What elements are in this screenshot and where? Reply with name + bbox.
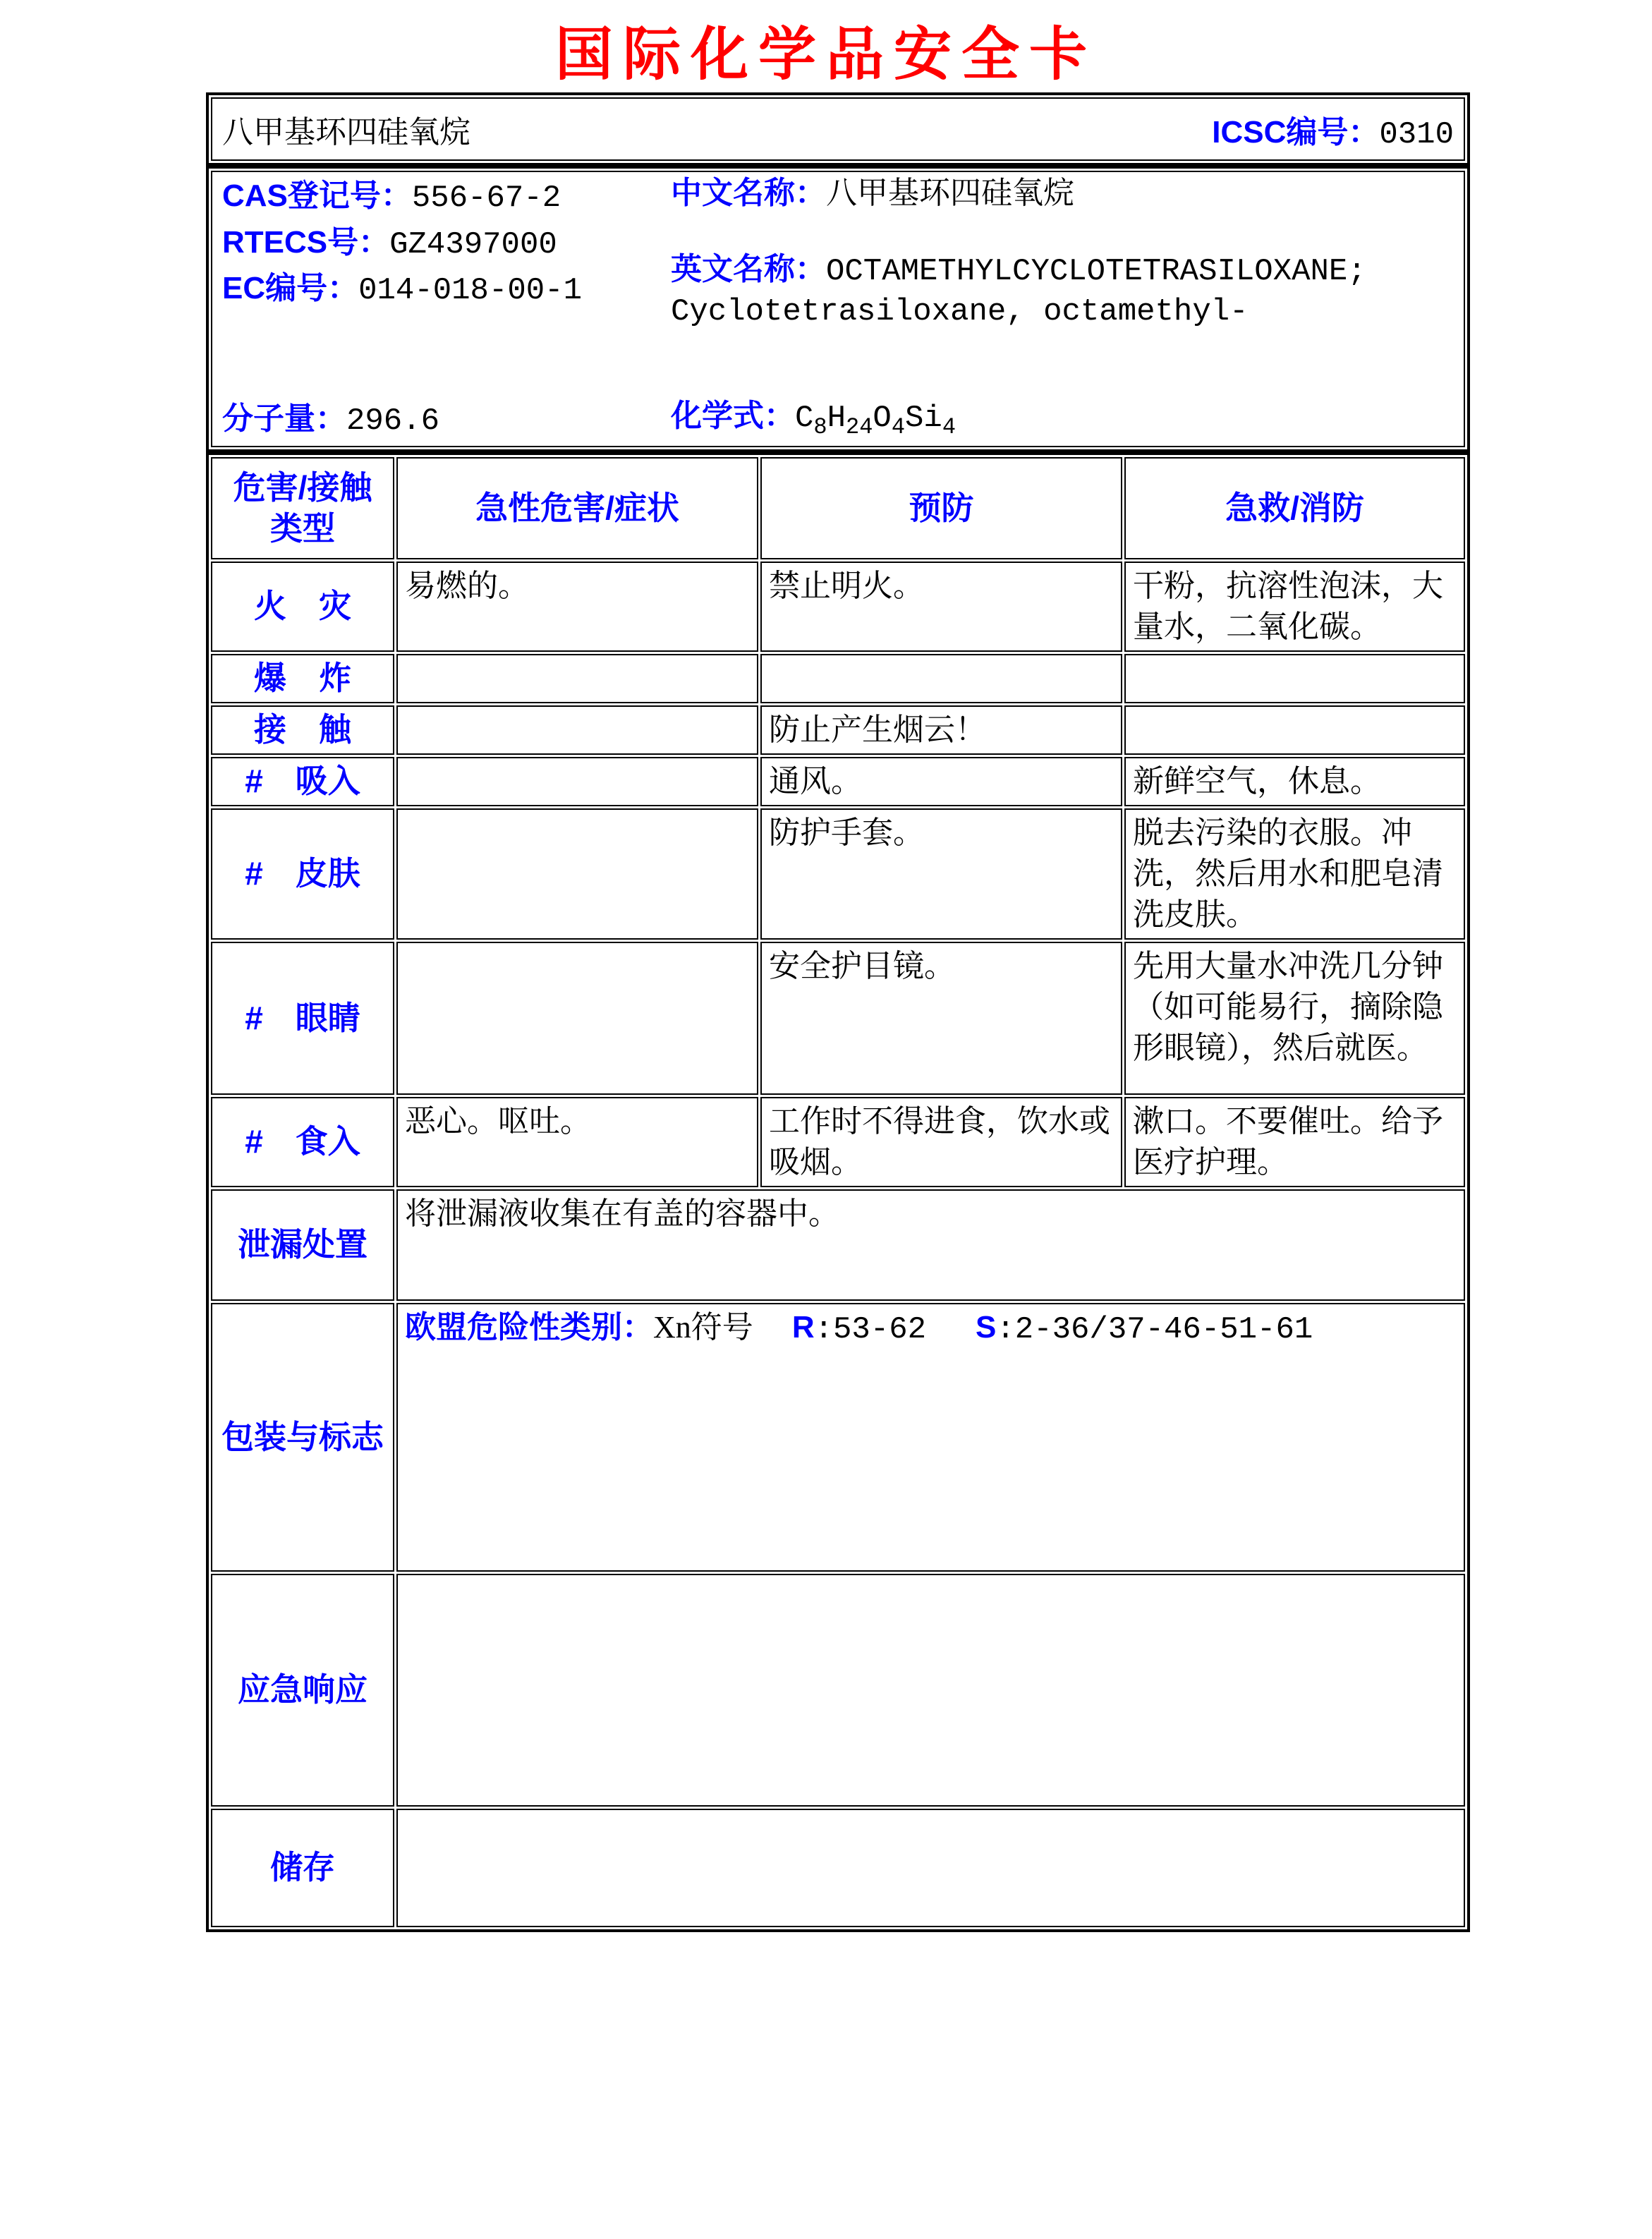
title-bar-row <box>211 97 1465 161</box>
row-explosion-prevention <box>760 654 1122 703</box>
english-name-line1 <box>671 251 1366 291</box>
row-contact-label: 接 触 <box>211 705 394 755</box>
row-fire <box>211 562 1465 652</box>
col-header-type <box>211 457 394 559</box>
ec-label: EC编号： <box>222 271 359 305</box>
row-packaging-content <box>396 1303 1465 1572</box>
mw-label: 分子量： <box>222 401 346 436</box>
row-explosion-symptoms <box>396 654 758 703</box>
row-inhalation-prevention: 通风。 <box>760 757 1122 806</box>
chemical-name: 八甲基环四硅氧烷 <box>222 114 470 150</box>
col-header-type-line2: 类型 <box>270 509 336 547</box>
row-storage-label: 储存 <box>211 1809 394 1927</box>
row-packaging <box>211 1303 1465 1572</box>
row-inhalation <box>211 757 1465 806</box>
identity-cell <box>211 171 1465 447</box>
rtecs-number <box>222 224 557 264</box>
row-inhalation-symptoms <box>396 757 758 806</box>
row-skin-symptoms <box>396 808 758 940</box>
identity-table <box>206 166 1470 452</box>
icsc-number-value: 0310 <box>1379 116 1454 152</box>
row-contact-prevention: 防止产生烟云！ <box>760 705 1122 755</box>
col-header-symptoms: 急性危害/症状 <box>396 457 758 559</box>
row-contact <box>211 705 1465 755</box>
row-explosion-label: 爆 炸 <box>211 654 394 703</box>
cas-value: 556-67-2 <box>411 181 561 216</box>
row-storage-text <box>396 1809 1465 1927</box>
english-name-label: 英文名称： <box>671 252 826 286</box>
identity-layout <box>212 172 1464 446</box>
row-emergency <box>211 1574 1465 1807</box>
english-name-line2: Cyclotetrasiloxane, octamethyl- <box>671 294 1249 329</box>
mw-value: 296.6 <box>346 403 440 439</box>
row-fire-label: 火 灾 <box>211 562 394 652</box>
english-name-value1: OCTAMETHYLCYCLOTETRASILOXANE; <box>826 254 1366 289</box>
row-ingestion <box>211 1097 1465 1187</box>
r-phrase-label: R <box>791 1310 815 1345</box>
col-header-prevention: 预防 <box>760 457 1122 559</box>
row-eyes-firstaid: 先用大量水冲洗几分钟（如可能易行，摘除隐形眼镜），然后就医。 <box>1124 942 1465 1095</box>
row-spill-text: 将泄漏液收集在有盖的容器中。 <box>396 1189 1465 1301</box>
row-spill-label: 泄漏处置 <box>211 1189 394 1301</box>
row-explosion <box>211 654 1465 703</box>
row-fire-prevention: 禁止明火。 <box>760 562 1122 652</box>
formula-value: $C_8H_{24}O_4Si_4$ <box>795 401 956 440</box>
row-eyes-prevention: 安全护目镜。 <box>760 942 1122 1095</box>
hazard-table <box>206 452 1470 1932</box>
ec-number <box>222 270 582 310</box>
hazard-header-row <box>211 457 1465 559</box>
col-header-type-line1: 危害/接触 <box>233 469 372 506</box>
row-inhalation-firstaid: 新鲜空气，休息。 <box>1124 757 1465 806</box>
s-phrase-label: S <box>976 1310 997 1345</box>
row-ingestion-label: # 食入 <box>211 1097 394 1187</box>
chinese-name-label: 中文名称： <box>671 176 826 210</box>
icsc-number-label: ICSC编号： <box>1212 114 1380 150</box>
chemical-formula-line <box>671 398 956 440</box>
molecular-weight <box>222 401 439 440</box>
rtecs-label: RTECS号： <box>222 225 390 260</box>
rtecs-value: GZ4397000 <box>389 227 557 262</box>
row-fire-firstaid: 干粉，抗溶性泡沫，大量水，二氧化碳。 <box>1124 562 1465 652</box>
row-eyes <box>211 942 1465 1095</box>
row-skin <box>211 808 1465 940</box>
row-ingestion-firstaid: 漱口。不要催吐。给予医疗护理。 <box>1124 1097 1465 1187</box>
title-bar-table <box>206 92 1470 166</box>
row-ingestion-symptoms: 恶心。呕吐。 <box>396 1097 758 1187</box>
row-contact-firstaid <box>1124 705 1465 755</box>
row-storage <box>211 1809 1465 1927</box>
ec-value: 014-018-00-1 <box>358 273 582 308</box>
formula-label: 化学式： <box>671 399 795 433</box>
row-skin-prevention: 防护手套。 <box>760 808 1122 940</box>
chinese-name-value: 八甲基环四硅氧烷 <box>826 176 1074 210</box>
row-fire-symptoms: 易燃的。 <box>396 562 758 652</box>
row-eyes-symptoms <box>396 942 758 1095</box>
icsc-number <box>1212 107 1454 152</box>
col-header-firstaid: 急救/消防 <box>1124 457 1465 559</box>
row-skin-firstaid: 脱去污染的衣服。冲洗，然后用水和肥皂清洗皮肤。 <box>1124 808 1465 940</box>
r-phrase-value: :53-62 <box>814 1312 927 1348</box>
safety-card-sheet <box>206 92 1470 1932</box>
row-contact-symptoms <box>396 705 758 755</box>
cas-label: CAS登记号： <box>222 178 412 213</box>
identity-row <box>211 171 1465 447</box>
title-bar-cell <box>211 97 1465 161</box>
row-emergency-label: 应急响应 <box>211 1574 394 1807</box>
row-inhalation-label: # 吸入 <box>211 757 394 806</box>
cas-number <box>222 178 561 217</box>
row-eyes-label: # 眼睛 <box>211 942 394 1095</box>
s-phrase-value: :2-36/37-46-51-61 <box>996 1312 1313 1348</box>
row-packaging-label: 包装与标志 <box>211 1303 394 1572</box>
row-spill <box>211 1189 1465 1301</box>
eu-hazard-class-label: 欧盟危险性类别： <box>405 1310 654 1345</box>
eu-hazard-class-value: Xn符号 <box>653 1310 753 1345</box>
row-ingestion-prevention: 工作时不得进食，饮水或吸烟。 <box>760 1097 1122 1187</box>
row-emergency-text <box>396 1574 1465 1807</box>
row-explosion-firstaid <box>1124 654 1465 703</box>
chinese-name-line <box>671 175 1074 212</box>
page-title: 国际化学品安全卡 <box>554 23 1097 87</box>
row-skin-label: # 皮肤 <box>211 808 394 940</box>
